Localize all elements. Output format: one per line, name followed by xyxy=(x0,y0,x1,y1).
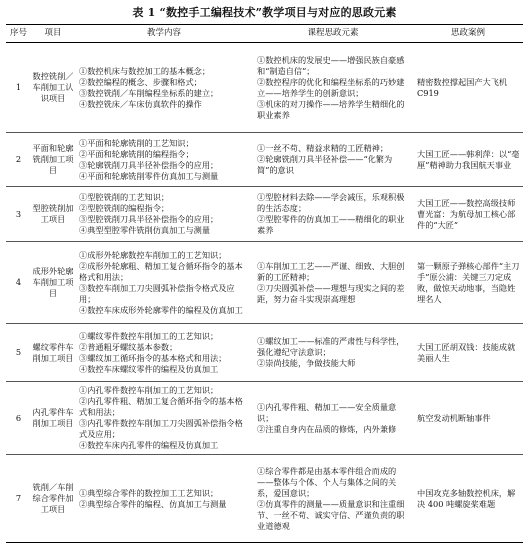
element-line: ①型腔材料去除——学会减压，乐观积极的生活态度； xyxy=(257,192,405,213)
cell-seq: 7 xyxy=(6,455,31,543)
cell-project: 螺纹零件车削加工项目 xyxy=(31,324,75,382)
content-line: ②型腔铣削的编程指令； xyxy=(79,203,170,213)
content-line: ③数控铣削／车削编程坐标系的建立； xyxy=(79,87,219,98)
cell-project: 平面和轮廓铣削加工项目 xyxy=(31,133,75,187)
cell-project: 型腔铣削加工项目 xyxy=(31,187,75,242)
cell-case: 精密数控撑起国产大飞机 C919 xyxy=(413,43,523,133)
cell-content xyxy=(75,43,253,133)
content-line: ④数控车床螺纹零件的编程及仿真加工 xyxy=(79,363,219,374)
cell-case: 航空发动机断轴事件 xyxy=(413,382,523,455)
cell-seq: 6 xyxy=(6,382,31,455)
table-row xyxy=(6,382,523,455)
cell-case: 大国工匠——韩利萍：以“毫厘”精神助力我国航天事业 xyxy=(413,133,523,187)
content-line: ④数控车床内孔零件的编程及仿真加工 xyxy=(79,440,219,450)
element-line: ②仿真零件的测量——质量意识和注重细节、一丝不苟、诚实守信、严谨负责的职业道德观 xyxy=(257,498,405,531)
header-elements: 课程思政元素 xyxy=(253,25,413,43)
content-line: ②典型综合零件的编程、仿真加工与测量 xyxy=(79,498,227,509)
table-row xyxy=(6,324,523,382)
element-line: ①内孔零件粗、精加工——安全质量意识； xyxy=(257,401,397,423)
content-line: ③内孔零件数控车削加工刀尖圆弧补偿指令格式及应用； xyxy=(79,418,243,439)
content-line: ①数控机床与数控加工的基本概念； xyxy=(79,65,211,76)
element-line: ①一丝不苟、精益求精的工匠精神； xyxy=(257,143,389,153)
content-line: ④典型型腔零件铣削仿真加工与测量 xyxy=(79,225,211,235)
cell-case: 中国攻克多轴数控机床，解决 400 吨螺旋桨难题 xyxy=(413,455,523,543)
cell-case: 第一颗原子弹核心部件“主刀手”原公浦：关键三刀定成败，做惊天动地事，当隐姓埋名人 xyxy=(413,242,523,324)
table-row xyxy=(6,43,523,133)
content-line: ①型腔铣削的工艺知识； xyxy=(79,192,170,202)
table-row xyxy=(6,133,523,187)
cell-seq: 1 xyxy=(6,43,31,133)
cell-project: 铣削／车削综合零件加工项目 xyxy=(31,455,75,543)
content-line: ③螺纹加工循环指令的基本格式和用法； xyxy=(79,352,227,363)
element-line: ②刀尖圆弧补偿——理想与现实之间的差距，努力奋斗实现崇高理想 xyxy=(257,282,405,304)
content-line: ③数控车削加工刀尖圆弧补偿指令格式及应用； xyxy=(79,282,235,304)
content-line: ④平面和轮廓铣削零件仿真加工与测量 xyxy=(79,170,219,181)
cell-project: 内孔零件车削加工项目 xyxy=(31,382,75,455)
header-case: 思政案例 xyxy=(413,25,523,43)
content-line: ②内孔零件粗、精加工复合循环指令的基本格式和用法； xyxy=(79,396,243,417)
element-line: ③机床的对刀操作——培养学生精细化的职业素养 xyxy=(257,98,405,120)
cell-elements xyxy=(253,324,413,382)
header-seq: 序号 xyxy=(6,25,31,43)
cell-elements xyxy=(253,133,413,187)
cell-content xyxy=(75,133,253,187)
cell-elements xyxy=(253,242,413,324)
cell-seq: 3 xyxy=(6,187,31,242)
cell-content xyxy=(75,455,253,543)
content-line: ②普通粗牙螺纹基本参数； xyxy=(79,341,178,352)
content-line: ①螺纹零件数控车削加工的工艺知识； xyxy=(79,330,219,341)
cell-project: 数控铣削／车削加工认识项目 xyxy=(31,43,75,133)
element-line: ②数控程序的优化和编程坐标系的巧妙建立——培养学生的创新意识； xyxy=(257,76,405,98)
content-line: ①典型综合零件的数控加工工艺知识； xyxy=(79,487,219,498)
cell-case: 大国工匠胡双钱：技能成就美丽人生 xyxy=(413,324,523,382)
element-line: ②注重自身内在品质的修炼，内外兼修 xyxy=(257,423,397,434)
content-line: ④数控铣床／车床仿真软件的操作 xyxy=(79,98,202,109)
content-line: ②成形外轮廓粗、精加工复合循环指令的基本格式和用法； xyxy=(79,260,243,282)
cell-case: 大国工匠——数控高级技师曹光富：为航母加工核心部件的“大匠” xyxy=(413,187,523,242)
cell-seq: 4 xyxy=(6,242,31,324)
element-line: ①综合零件都是由基本零件组合而成的——整体与个体、个人与集体之间的关系，爱国意识； xyxy=(257,465,397,498)
header-project: 项目 xyxy=(31,25,75,43)
content-line: ②平面和轮廓铣削的编程指令； xyxy=(79,148,194,159)
table-row xyxy=(6,187,523,242)
element-line: ②型腔零件的仿真加工——精细化的职业素养 xyxy=(257,214,405,235)
header-content: 教学内容 xyxy=(75,25,253,43)
content-line: ①内孔零件数控车削加工的工艺知识； xyxy=(79,385,219,395)
cell-elements xyxy=(253,43,413,133)
table-header-row xyxy=(6,25,523,43)
cell-elements xyxy=(253,455,413,543)
element-line: ②轮廓铣削刀具半径补偿——“化繁为简”的意识 xyxy=(257,154,393,175)
element-line: ②崇尚技能，争做技能大师 xyxy=(257,358,356,368)
content-line: ④数控车床成形外轮廓零件的编程及仿真加工 xyxy=(79,304,243,315)
content-line: ①成形外轮廓数控车削加工的工艺知识； xyxy=(79,249,227,260)
element-line: ①车削加工工艺——严谨、细致、大胆创新的工匠精神； xyxy=(257,260,405,282)
table-row xyxy=(6,242,523,324)
table-caption: 表 1 “数控手工编程技术”教学项目与对应的思政元素 xyxy=(132,6,397,19)
course-table xyxy=(6,24,523,543)
cell-elements xyxy=(253,187,413,242)
cell-elements xyxy=(253,382,413,455)
content-line: ①平面和轮廓铣削的工艺知识； xyxy=(79,137,194,148)
content-line: ③型腔铣削刀具半径补偿指令的应用； xyxy=(79,214,219,224)
cell-content xyxy=(75,187,253,242)
content-line: ②数控编程的概念、步骤和格式； xyxy=(79,76,202,87)
cell-content xyxy=(75,242,253,324)
content-line: ③轮廓铣削刀具半径补偿指令的应用； xyxy=(79,159,219,170)
cell-content xyxy=(75,382,253,455)
element-line: ①螺纹加工——标准的严肃性与科学性，强化遵纪守法意识； xyxy=(257,336,405,357)
cell-project: 成形外轮廓车削加工项目 xyxy=(31,242,75,324)
table-row xyxy=(6,455,523,543)
cell-seq: 2 xyxy=(6,133,31,187)
element-line: ①数控机床的发展史——增强民族自豪感和“制造自信”； xyxy=(257,54,405,76)
cell-seq: 5 xyxy=(6,324,31,382)
cell-content xyxy=(75,324,253,382)
